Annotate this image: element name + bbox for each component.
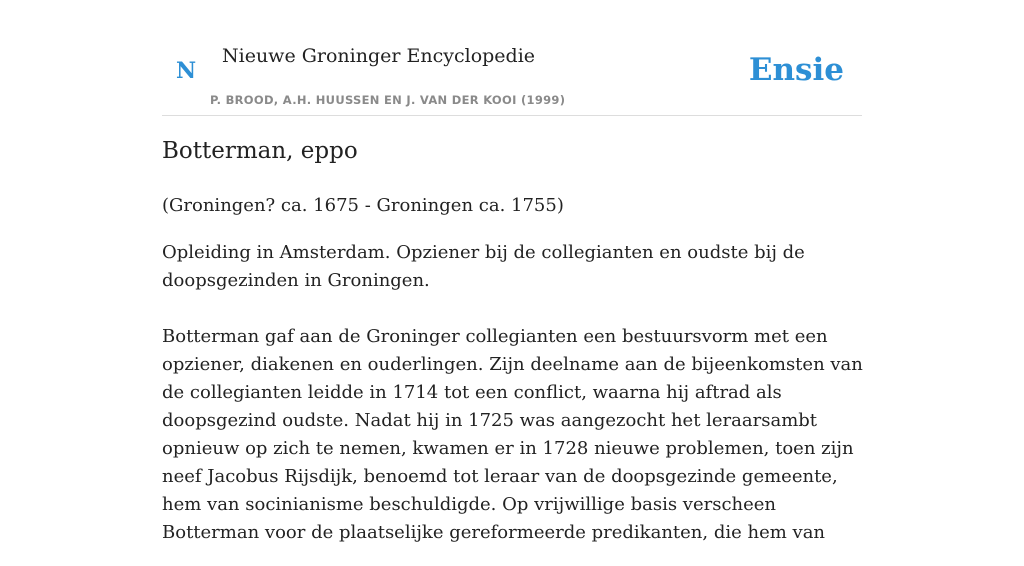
article-title: Botterman, eppo: [162, 138, 358, 164]
article-paragraph: Opleiding in Amsterdam. Opziener bij de collegianten en oudste bij de doopsgezinden in Groningen.: [162, 242, 805, 291]
source-authors: P. BROOD, A.H. HUUSSEN EN J. VAN DER KOOI (1999): [210, 93, 566, 107]
source-header: [162, 0, 862, 116]
source-n-icon[interactable]: N: [176, 58, 197, 84]
article-lifespan: (Groningen? ca. 1675 - Groningen ca. 1755): [162, 195, 564, 216]
article-body: [162, 192, 864, 566]
article-paragraph: Botterman gaf aan de Groninger collegianten een bestuursvorm met een opziener, diakenen en ouderlingen. Zijn deelname aan de bijeenkomsten van de collegianten leidde in 1714 tot een conflict, waarna hij aftrad als doopsgezind oudste. Nadat hij in 1725 was aangezocht het leraarsambt opnieuw op zich te nemen, kwamen er in 1728 nieuwe problemen, toen zijn neef Jacobus Rijsdijk, benoemd tot leraar van de doopsgezinde gemeente, hem van socinianisme beschuldigde. Op vrijwillige basis verscheen Botterman voor de plaatselijke gereformeerde predikanten, die hem van: [162, 326, 863, 543]
page-container: [162, 0, 863, 543]
ensie-logo[interactable]: Ensie: [748, 52, 844, 88]
source-title-link[interactable]: Nieuwe Groninger Encyclopedie: [222, 45, 536, 67]
